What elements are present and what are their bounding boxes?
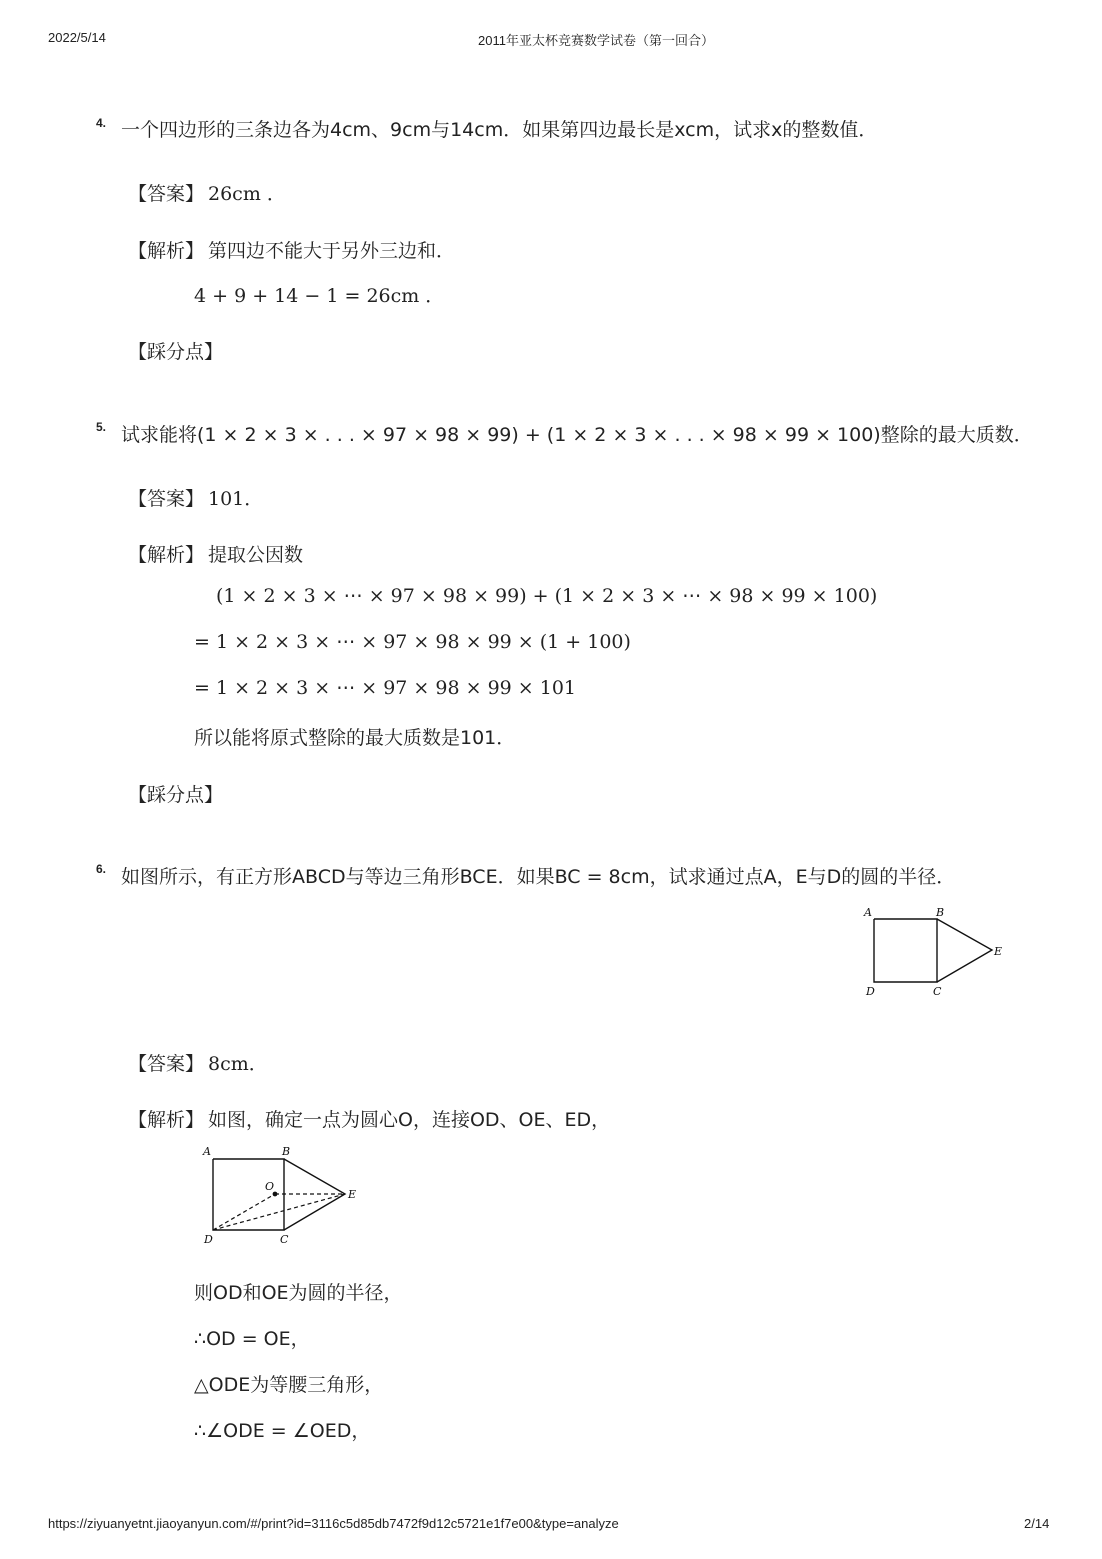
- vertex-label-d: D: [866, 985, 875, 998]
- analysis-label: 【解析】: [128, 1109, 205, 1131]
- solution-line: = 1 × 2 × 3 × ⋯ × 97 × 98 × 99 × (1 + 100): [194, 631, 631, 653]
- vertex-label-b: B: [936, 906, 945, 919]
- answer-value: 101．: [208, 488, 264, 510]
- vertex-label-c: C: [280, 1233, 289, 1246]
- analysis-label: 【解析】: [128, 240, 205, 262]
- vertex-label-a: A: [864, 906, 872, 919]
- solution-line: △ODE为等腰三角形，: [194, 1374, 384, 1396]
- vertex-label-b: B: [282, 1145, 291, 1158]
- question-text: 试求能将(1 × 2 × 3 × . . . × 97 × 98 × 99) + (1 × 2 × 3 × . . . × 98 × 99 × 100)整除的最大质数．: [121, 424, 1033, 446]
- header-title: 2011年亚太杯竞赛数学试卷（第一回合）: [478, 33, 714, 48]
- circle-center-figure: [195, 1140, 370, 1250]
- answer-label: 【答案】: [128, 1053, 205, 1075]
- analysis-text: 如图，确定一点为圆心O，连接OD、OE、ED，: [208, 1109, 611, 1131]
- question-number: 4.: [96, 116, 107, 130]
- vertex-label-e: E: [994, 945, 1003, 958]
- center-label-o: O: [265, 1180, 275, 1193]
- solution-line: 则OD和OE为圆的半径，: [194, 1282, 403, 1304]
- vertex-label-d: D: [204, 1233, 213, 1246]
- footer-url: https://ziyuanyetnt.jiaoyanyun.com/#/print?id=3116c5d85db7472f9d12c5721e1f7e00&type=analyze: [48, 1516, 619, 1531]
- solution-line: 4 + 9 + 14 − 1 = 26cm ．: [194, 285, 445, 307]
- square-triangle-figure: [860, 902, 1010, 1002]
- footer-page-number: 2/14: [1024, 1516, 1050, 1531]
- solution-conclusion: 所以能将原式整除的最大质数是101．: [194, 727, 516, 749]
- answer-value: 8cm．: [208, 1053, 268, 1075]
- analysis-text: 第四边不能大于另外三边和．: [208, 240, 456, 262]
- question-text: 一个四边形的三条边各为4cm、9cm与14cm．如果第四边最长是xcm，试求x的整数值．: [121, 119, 878, 141]
- question-number: 5.: [96, 420, 107, 434]
- scoring-points-label: 【踩分点】: [128, 784, 224, 806]
- vertex-label-c: C: [933, 985, 942, 998]
- vertex-label-a: A: [203, 1145, 211, 1158]
- answer-label: 【答案】: [128, 488, 205, 510]
- scoring-points-label: 【踩分点】: [128, 341, 224, 363]
- question-text: 如图所示，有正方形ABCD与等边三角形BCE．如果BC = 8cm，试求通过点A，E与D的圆的半径．: [121, 866, 956, 888]
- solution-line: (1 × 2 × 3 × ⋯ × 97 × 98 × 99) + (1 × 2 × 3 × ⋯ × 98 × 99 × 100): [216, 585, 878, 607]
- solution-line: ∴∠ODE = ∠OED，: [194, 1420, 371, 1442]
- answer-label: 【答案】: [128, 183, 205, 205]
- solution-line: ∴OD = OE，: [194, 1328, 310, 1350]
- solution-line: = 1 × 2 × 3 × ⋯ × 97 × 98 × 99 × 101: [194, 677, 577, 699]
- header-date: 2022/5/14: [48, 30, 106, 45]
- vertex-label-e: E: [348, 1188, 357, 1201]
- question-number: 6.: [96, 862, 107, 876]
- answer-value: 26cm ．: [208, 183, 286, 205]
- analysis-label: 【解析】: [128, 544, 205, 566]
- analysis-text: 提取公因数: [208, 544, 304, 566]
